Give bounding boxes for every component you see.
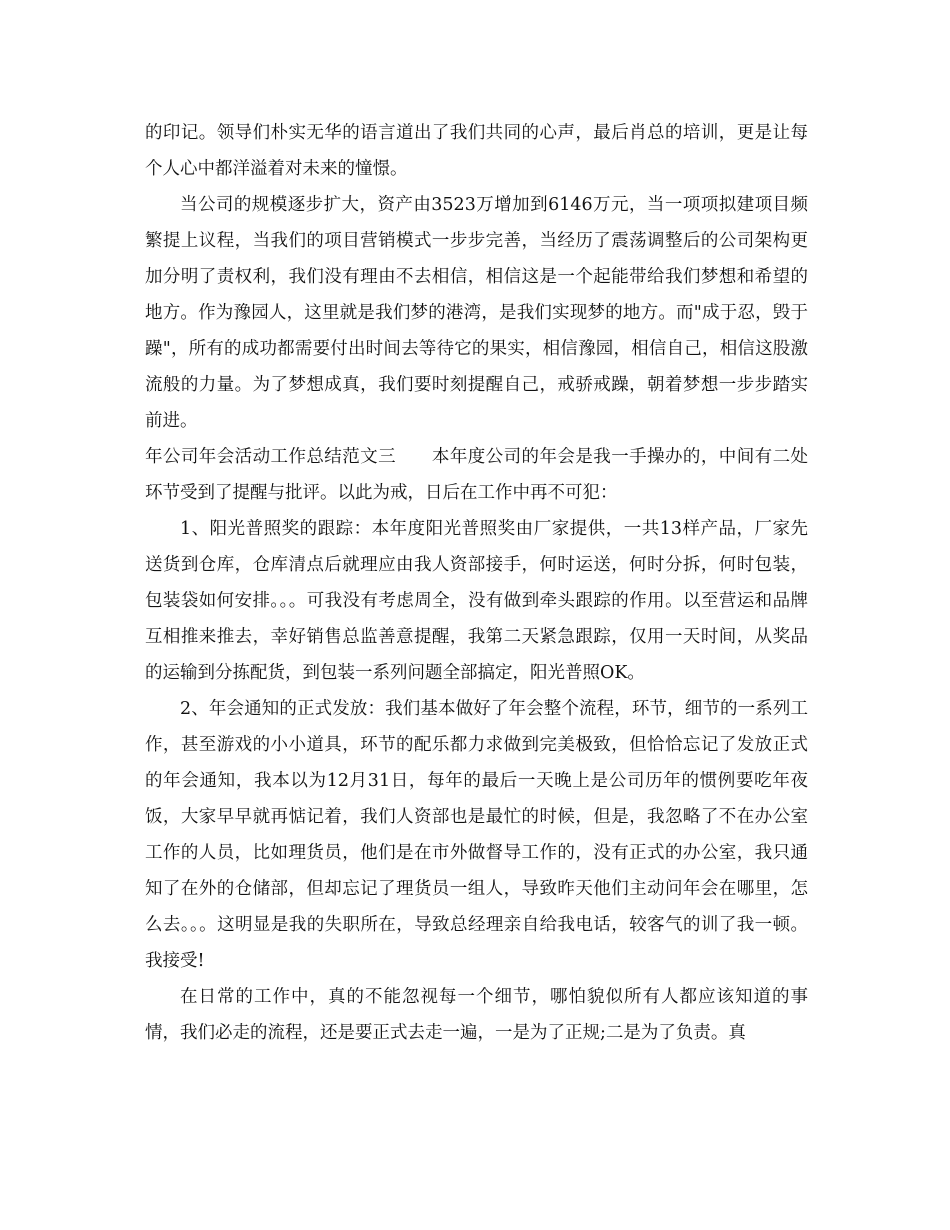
paragraph-6: 在日常的工作中，真的不能忽视每一个细节，哪怕貌似所有人都应该知道的事情，我们必走的流程，还是要正式去走一遍，一是为了正规;二是为了负责。真 [145, 987, 808, 1043]
paragraph-4: 1、阳光普照奖的跟踪：本年度阳光普照奖由厂家提供，一共13样产品，厂家先送货到仓库，仓库清点后就理应由我人资部接手，何时运送，何时分拆，何时包装，包装袋如何安排。。。可我没有考虑周全，没有做到牵头跟踪的作用。以至营运和品牌互相推来推去，幸好销售总监善意提醒，我第二天紧急跟踪，仅用一天时间，从奖品的运输到分拣配货，到包装一系列问题全部搞定，阳光普照OK。 [145, 519, 808, 683]
paragraph-2: 当公司的规模逐步扩大，资产由3523万增加到6146万元，当一项项拟建项目频繁提上议程，当我们的项目营销模式一步步完善，当经历了震荡调整后的公司架构更加分明了责权利，我们没有理由不去相信，相信这是一个起能带给我们梦想和希望的地方。作为豫园人，这里就是我们梦的港湾，是我们实现梦的地方。而"成于忍，毁于躁"，所有的成功都需要付出时间去等待它的果实，相信豫园，相信自己，相信这股激流般的力量。为了梦想成真，我们要时刻提醒自己，戒骄戒躁，朝着梦想一步步踏实前进。 [145, 195, 808, 431]
paragraph-1: 的印记。领导们朴实无华的语言道出了我们共同的心声，最后肖总的培训，更是让每个人心中都洋溢着对未来的憧憬。 [145, 123, 808, 179]
paragraph-3-section-title: 年公司年会活动工作总结范文三 本年度公司的年会是我一手操办的，中间有二处环节受到了提醒与批评。以此为戒，日后在工作中再不可犯： [145, 447, 808, 503]
paragraph-5: 2、年会通知的正式发放：我们基本做好了年会整个流程，环节，细节的一系列工作，甚至游戏的小小道具，环节的配乐都力求做到完美极致，但恰恰忘记了发放正式的年会通知，我本以为12月31日，每年的最后一天晚上是公司历年的惯例要吃年夜饭，大家早早就再惦记着，我们人资部也是最忙的时候，但是，我忽略了不在办公室工作的人员，比如理货员，他们是在市外做督导工作的，没有正式的办公室，我只通知了在外的仓储部，但却忘记了理货员一组人，导致昨天他们主动问年会在哪里，怎么去。。。这明显是我的失职所在，导致总经理亲自给我电话，较客气的训了我一顿。我接受! [145, 699, 808, 971]
